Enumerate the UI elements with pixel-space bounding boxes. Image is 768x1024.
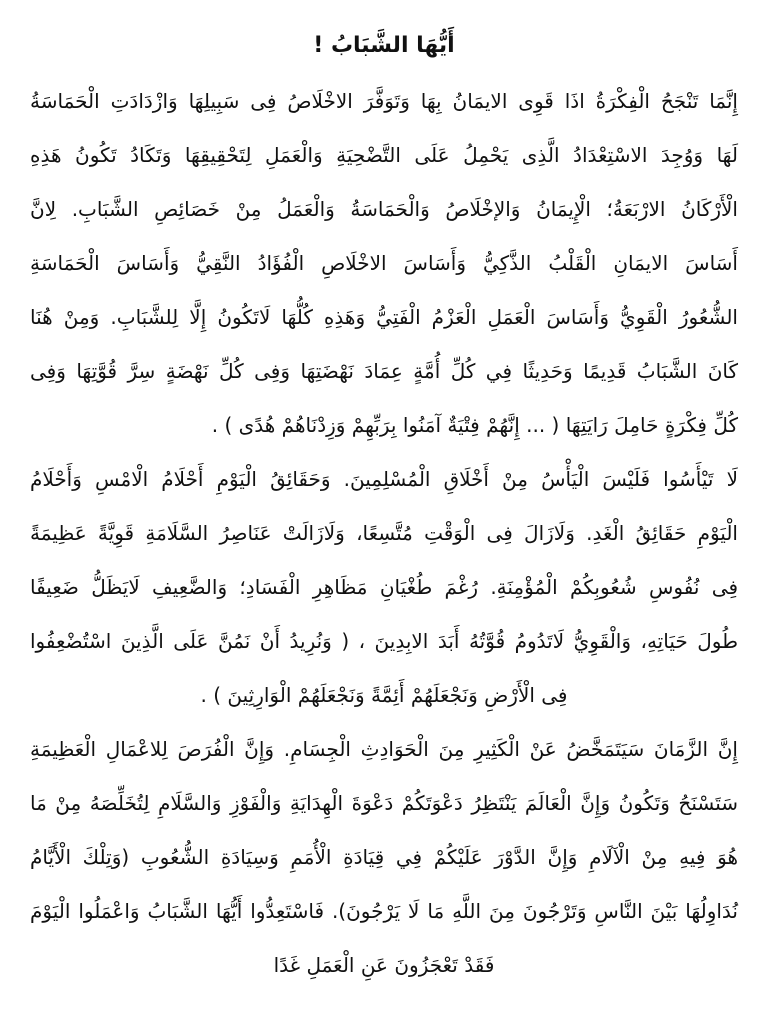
paragraph-line: فِى نُفُوسِ شُعُوبِكُمْ الْمُؤْمِنَةِ. رُغْمَ طُغْيَانِ مَظَاهِرِ الْفَسَادِ؛ وَالضَّعِيفِ لَايَظَلُّ ضَعِيفًا: [30, 575, 738, 599]
paragraph-line: فِى الْأَرْضِ وَنَجْعَلَهُمْ أَئِمَّةً وَنَجْعَلَهُمْ الْوَارِثِينَ ) .: [200, 683, 568, 707]
paragraph-line: إِنَّ الزَّمَانَ سَيَتَمَخَّضُ عَنْ الْكَثِيرِ مِنَ الْحَوَادِثِ الْجِسَامِ. وَإِنَّ الْفُرَصَ لِلاعْمَالِ الْعَظِيمَةِ: [30, 737, 738, 761]
paragraph-line: كَانَ الشَّبَابُ قَدِيمًا وَحَدِيثًا فِي كُلِّ أُمَّةٍ عِمَادَ نَهْضَتِهَا وَفِى كُلِّ نَهْضَةٍ سِرَّ قُوَّتِهَا وَفِى: [30, 359, 738, 383]
paragraph-line: لَا تَيْأَسُوا فَلَيْسَ الْيَأْسُ مِنْ أَخْلَاقِ الْمُسْلِمِينَ. وَحَقَائِقُ الْيَوْمِ أَحْلَامُ الْامْسِ وَأَحْلَامُ: [30, 467, 738, 491]
paragraph-line: هُوَ فِيهِ مِنْ الْآلَامِ وَإِنَّ الدَّوْرَ عَلَيْكُمْ فِي قِيَادَةِ الْأُمَمِ وَسِيَادَةِ الشُّعُوبِ (وَتِلْكَ الْأَيَّامُ: [30, 845, 738, 869]
paragraph-line: لَهَا وَوُجِدَ الاسْتِعْدَادُ الَّذِى يَحْمِلُ عَلَى التَّضْحِيَةِ وَالْعَمَلِ لِتَحْقِيقِهَا وَتَكَادُ تَكُونُ هَذِهِ: [30, 143, 738, 167]
paragraph-line: الْيَوْمِ حَقَائِقُ الْغَدِ. وَلَازَالَ فِى الْوَقْتِ مُتَّسِعًا، وَلَازَالَتْ عَنَاصِرُ السَّلَامَةِ قَوِيَّةً عَظِيمَةً: [30, 521, 738, 545]
paragraph-line: كُلِّ فِكْرَةٍ حَامِلَ رَايَتِهَا ( ... إِنَّهُمْ فِتْيَةٌ آمَنُوا بِرَبِّهِمْ وَزِدْنَاهُمْ هُدًى ) .: [211, 413, 738, 437]
paragraph-line: نُدَاوِلُهَا بَيْنَ النَّاسِ وَتَرْجُونَ مِنَ اللَّهِ مَا لَا يَرْجُونَ). فَاسْتَعِدُّوا أَيُّهَا الشَّبَابُ وَاعْمَلُوا الْيَوْمَ: [30, 899, 738, 923]
paragraph-2: [30, 452, 738, 722]
paragraph-line: الشُّعُورُ الْقَوِيُّ وَأَسَاسَ الْعَمَلِ الْعَزْمُ الْفَتِيُّ وَهَذِهِ كُلُّهَا لَاتَكُونُ إِلَّا لِلشَّبَابِ. وَمِنْ هُنَا: [30, 305, 738, 329]
paragraph-line: إِنَّمَا تَنْجَحُ الْفِكْرَةُ اذَا قَوِى الايمَانُ بِهَا وَتَوَفَّرَ الاخْلَاصُ فِى سَبِيلِهَا وَازْدَادَتِ الْحَمَاسَةُ: [30, 89, 738, 113]
paragraph-line: طُولَ حَيَاتِهِ، وَالْقَوِيُّ لَاتَدُومُ قُوَّتُهُ أَبَدَ الابِدِينَ ، ( وَنُرِيدُ أَنْ نَمُنَّ عَلَى الَّذِينَ اسْتُضْعِفُوا: [30, 629, 738, 653]
paragraph-3: [30, 722, 738, 992]
document-title: أَيُّهَا الشَّبَابُ !: [313, 33, 455, 58]
paragraph-line: أَسَاسَ الايمَانِ الْقَلْبُ الذَّكِيُّ وَأَسَاسَ الاخْلَاصِ الْفُؤَادُ النَّقِيُّ وَأَسَاسَ الْحَمَاسَةِ: [30, 251, 738, 275]
paragraph-1: [30, 74, 738, 452]
paragraph-line: الْأَرْكَانُ الارْبَعَةُ؛ الْإِيمَانُ وَالإخْلَاصُ وَالْحَمَاسَةُ وَالْعَمَلُ مِنْ خَصَائِصِ الشَّبَابِ. لِانَّ: [30, 197, 738, 221]
paragraph-line: فَقَدْ تَعْجَزُونَ عَنِ الْعَمَلِ غَدًا: [273, 953, 495, 977]
paragraph-line: سَتَسْنَحُ وَتَكُونُ وَإِنَّ الْعَالَمَ يَنْتَظِرُ دَعْوَتَكُمْ دَعْوَةَ الْهِدَايَةِ وَالْفَوْزِ وَالسَّلَامِ لِتُخَلِّصَهُ مِنْ مَا: [30, 791, 738, 815]
